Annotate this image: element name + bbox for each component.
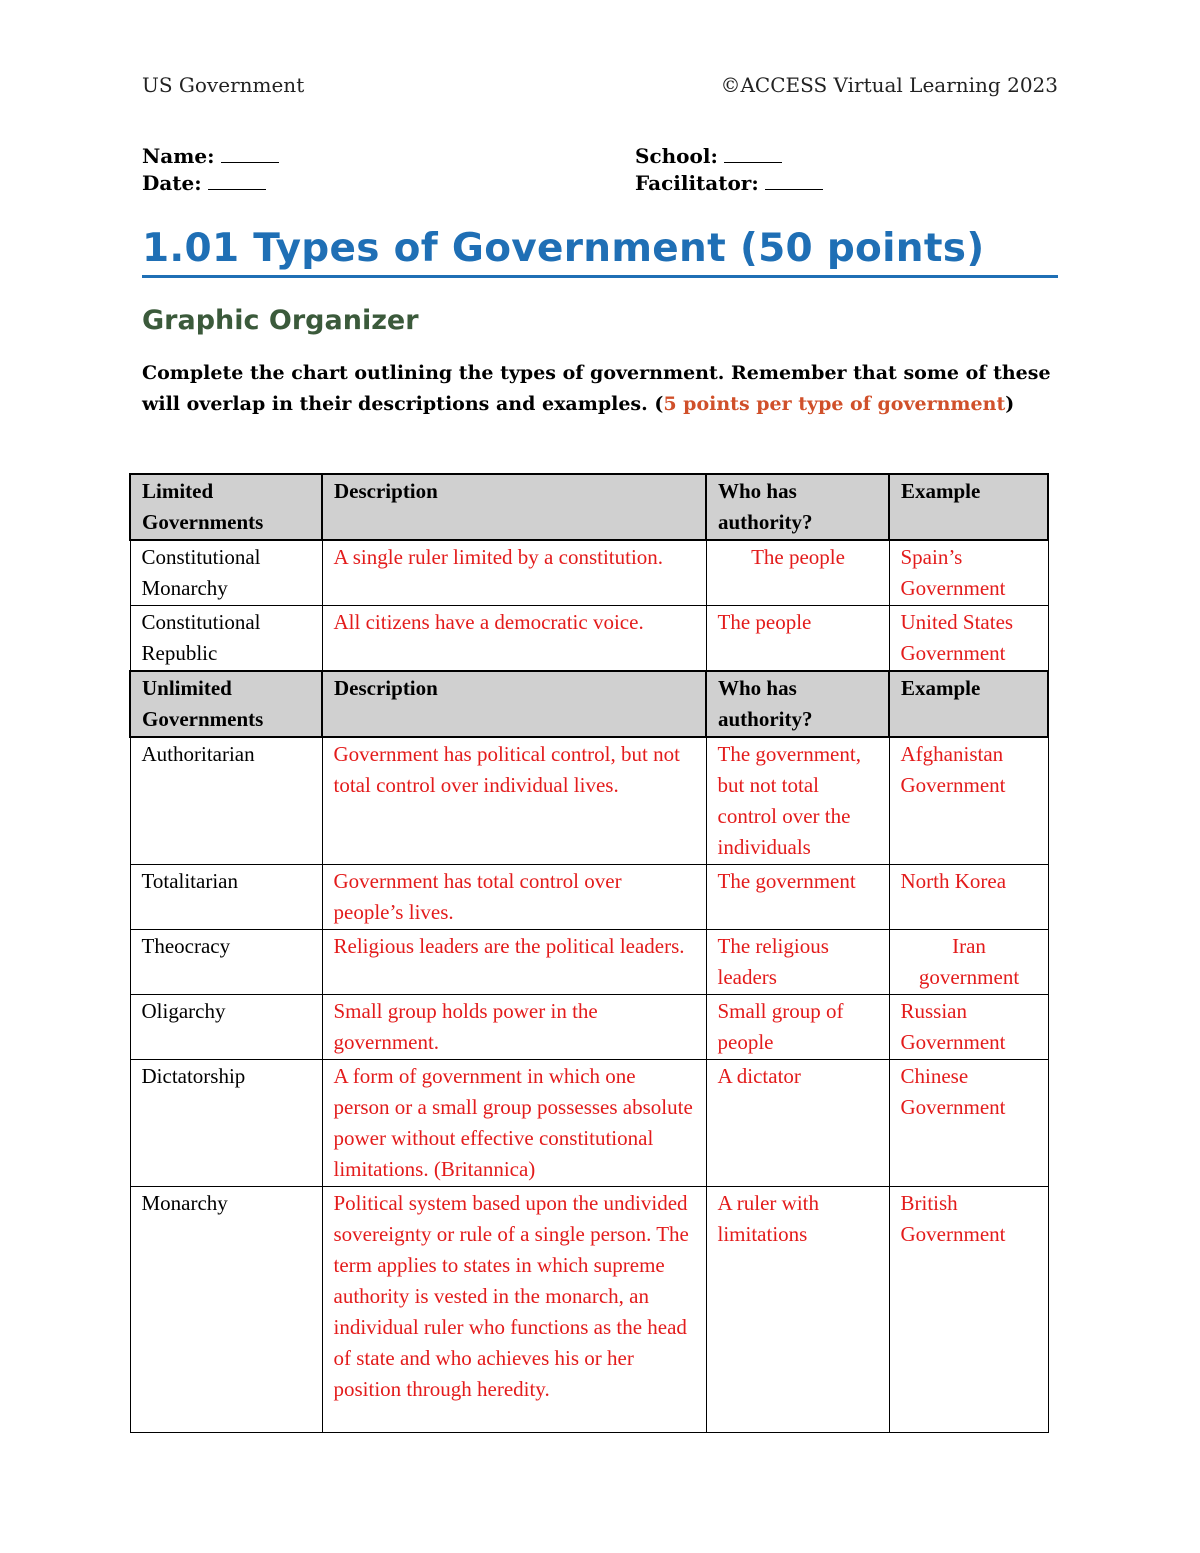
table-row [130,930,1048,995]
government-type: Authoritarian [130,737,322,865]
date-blank[interactable] [208,171,266,190]
table-row [130,606,1048,672]
description-cell: All citizens have a democratic voice. [322,606,706,672]
example-cell: United States Government [889,606,1048,672]
section-subtitle: Graphic Organizer [142,305,419,336]
example-cell: North Korea [889,865,1048,930]
name-field[interactable] [142,144,279,168]
authority-cell: The people [706,606,889,672]
example-cell: Chinese Government [889,1060,1048,1187]
government-types-table [129,473,1049,1433]
table-row [130,1187,1048,1433]
government-type: Monarchy [130,1187,322,1433]
copyright-header: ©ACCESS Virtual Learning 2023 [720,73,1058,97]
column-header-example: Example [889,671,1048,737]
government-type: Oligarchy [130,995,322,1060]
example-cell: Spain’s Government [889,540,1048,606]
name-blank[interactable] [221,144,279,163]
description-cell: A single ruler limited by a constitution. [322,540,706,606]
date-field[interactable] [142,171,266,195]
facilitator-field[interactable] [635,171,823,195]
table-row [130,1060,1048,1187]
authority-cell: The religious leaders [706,930,889,995]
school-field[interactable] [635,144,782,168]
table-header-row [130,474,1048,540]
column-header-authority: Who has authority? [706,671,889,737]
description-cell: Government has total control over people’s lives. [322,865,706,930]
school-label: School: [635,144,718,168]
instructions-text: Complete the chart outlining the types of government. Remember that some of these will overlap in their descriptions and examples. ( [142,362,1051,415]
instructions [142,358,1062,420]
government-type: Theocracy [130,930,322,995]
name-label: Name: [142,144,215,168]
authority-cell: A ruler with limitations [706,1187,889,1433]
description-cell: Political system based upon the undivided sovereignty or rule of a single person. The term applies to states in which supreme authority is vested in the monarch, an individual ruler who functions as the head of state and who achieves his or her position through heredity. [322,1187,706,1433]
description-cell: Religious leaders are the political leaders. [322,930,706,995]
authority-cell: The government [706,865,889,930]
government-type: Dictatorship [130,1060,322,1187]
column-header-authority: Who has authority? [706,474,889,540]
authority-cell: The government, but not total control over the individuals [706,737,889,865]
table-header-row [130,671,1048,737]
government-type: Totalitarian [130,865,322,930]
government-type: Constitutional Monarchy [130,540,322,606]
column-header-description: Description [322,474,706,540]
column-header-example: Example [889,474,1048,540]
table-row [130,865,1048,930]
instructions-closing: ) [1005,393,1015,415]
authority-cell: The people [706,540,889,606]
date-label: Date: [142,171,202,195]
column-header-type: Unlimited Governments [130,671,322,737]
description-cell: Government has political control, but not total control over individual lives. [322,737,706,865]
example-cell: Afghanistan Government [889,737,1048,865]
column-header-description: Description [322,671,706,737]
description-cell: A form of government in which one person or a small group possesses absolute power without effective constitutional limitations. (Britannica) [322,1060,706,1187]
table-row [130,995,1048,1060]
school-blank[interactable] [724,144,782,163]
column-header-type: Limited Governments [130,474,322,540]
description-cell: Small group holds power in the government. [322,995,706,1060]
table-row [130,737,1048,865]
course-header: US Government [142,73,305,97]
facilitator-blank[interactable] [765,171,823,190]
example-cell: Iran government [889,930,1048,995]
page-title: 1.01 Types of Government (50 points) [142,226,1058,278]
points-note: 5 points per type of government [663,393,1006,415]
government-type: Constitutional Republic [130,606,322,672]
example-cell: Russian Government [889,995,1048,1060]
authority-cell: A dictator [706,1060,889,1187]
facilitator-label: Facilitator: [635,171,759,195]
table-row [130,540,1048,606]
authority-cell: Small group of people [706,995,889,1060]
example-cell: British Government [889,1187,1048,1433]
